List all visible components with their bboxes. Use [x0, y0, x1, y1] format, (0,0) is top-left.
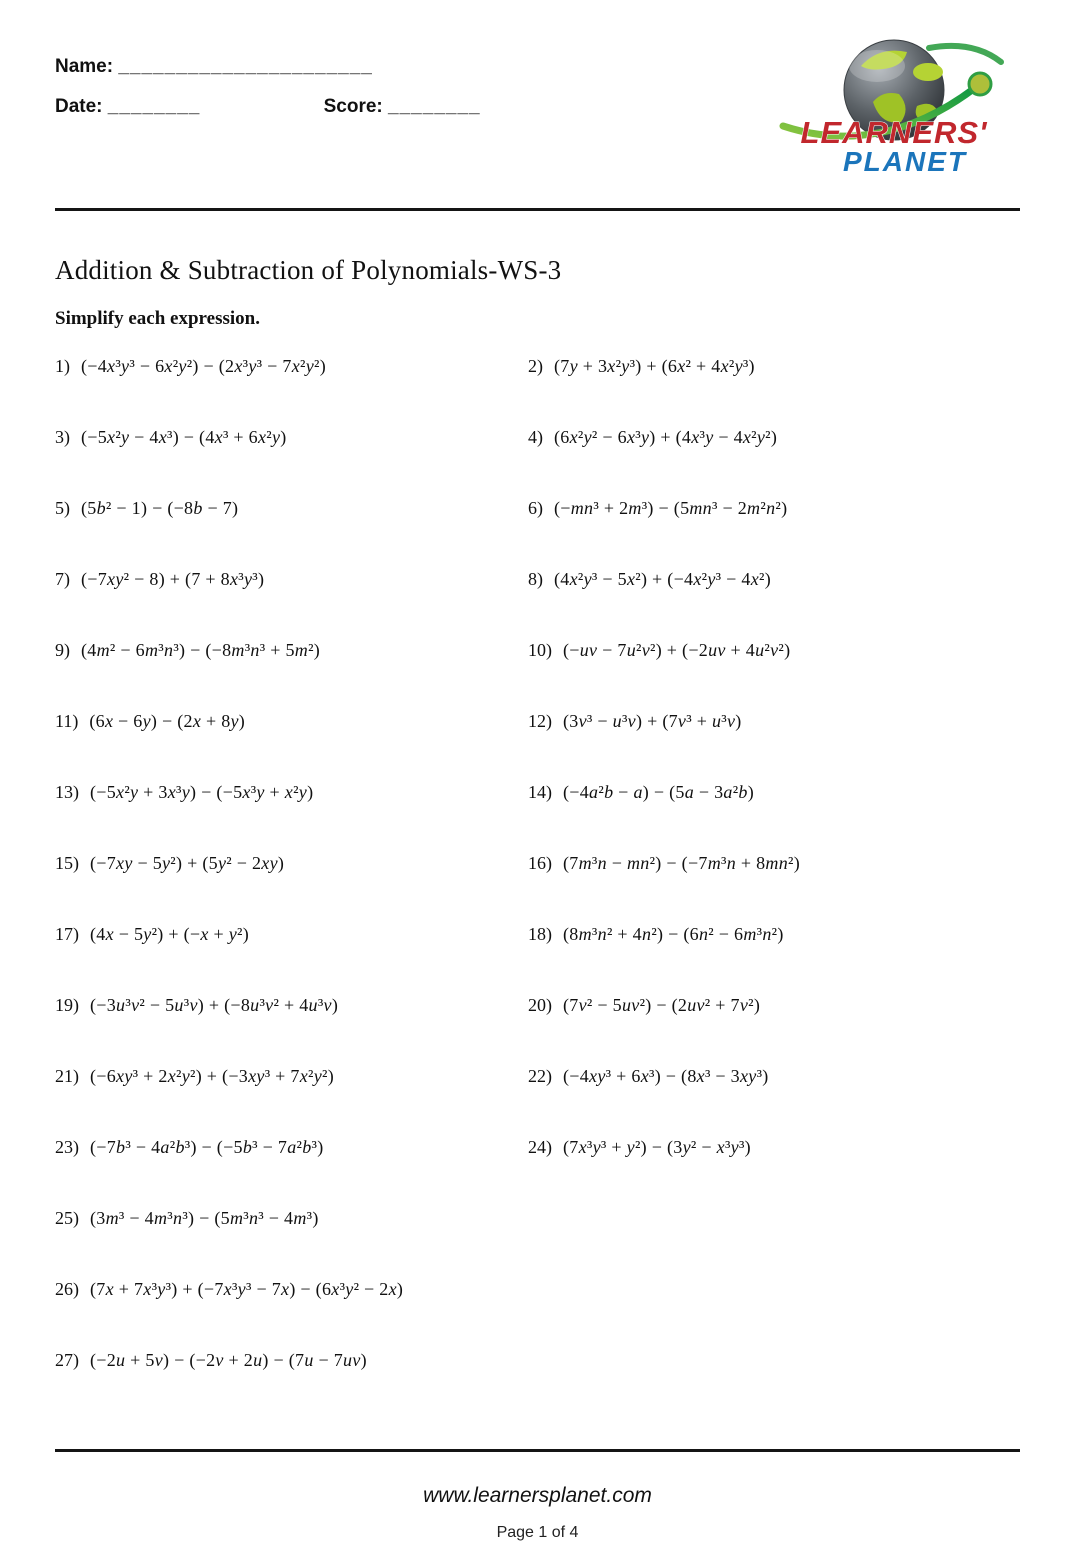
problem-expression: (−5x²y + 3x³y) − (−5x³y + x²y) [90, 782, 314, 802]
problem-item-10 [528, 640, 1020, 661]
problem-expression: (−4a²b − a) − (5a − 3a²b) [563, 782, 754, 802]
problem-expression: (7x³y³ + y²) − (3y² − x³y³) [563, 1137, 751, 1157]
problem-item-15 [55, 853, 528, 874]
problem-item-9 [55, 640, 528, 661]
problem-number: 16) [528, 853, 552, 873]
problem-number: 13) [55, 782, 79, 802]
problem-item-2 [528, 356, 1020, 377]
problem-item-5 [55, 498, 528, 519]
problem-item-1 [55, 356, 528, 377]
instruction-text: Simplify each expression. [55, 308, 260, 329]
name-blank: ______________________ [118, 56, 373, 77]
problem-number: 25) [55, 1208, 79, 1228]
problem-number: 17) [55, 924, 79, 944]
problem-expression: (−uv − 7u²v²) + (−2uv + 4u²v²) [563, 640, 791, 660]
header-divider [55, 208, 1020, 211]
learners-planet-logo [777, 28, 1012, 178]
problem-expression: (4x²y³ − 5x²) + (−4x²y³ − 4x²) [554, 569, 772, 589]
problem-expression: (4m² − 6m³n³) − (−8m³n³ + 5m²) [81, 640, 321, 660]
page-title: Addition & Subtraction of Polynomials-WS-3 [55, 255, 562, 285]
problem-expression: (3m³ − 4m³n³) − (5m³n³ − 4m³) [90, 1208, 319, 1228]
score-label: Score: [323, 96, 383, 117]
problem-expression: (−4x³y³ − 6x²y²) − (2x³y³ − 7x²y²) [81, 356, 326, 376]
problem-item-6 [528, 498, 1020, 519]
problem-expression: (−7xy − 5y²) + (5y² − 2xy) [90, 853, 285, 873]
problem-number: 24) [528, 1137, 552, 1157]
problem-number: 7) [55, 569, 70, 589]
footer-divider [55, 1449, 1020, 1452]
problem-number: 1) [55, 356, 70, 376]
problem-expression: (−7xy² − 8) + (7 + 8x³y³) [81, 569, 265, 589]
problem-expression: (7v² − 5uv²) − (2uv² + 7v²) [563, 995, 761, 1015]
problem-number: 12) [528, 711, 552, 731]
problem-item-19 [55, 995, 528, 1016]
problems-grid [55, 356, 1020, 1421]
score-blank: ________ [388, 96, 481, 117]
problem-number: 3) [55, 427, 70, 447]
problem-expression: (−mn³ + 2m³) − (5mn³ − 2m²n²) [554, 498, 788, 518]
problem-number: 23) [55, 1137, 79, 1157]
problem-item-11 [55, 711, 528, 732]
problem-item-8 [528, 569, 1020, 590]
problem-number: 21) [55, 1066, 79, 1086]
problem-item-3 [55, 427, 528, 448]
problem-expression: (6x − 6y) − (2x + 8y) [89, 711, 246, 731]
logo-text-learners: LEARNERS' [800, 115, 988, 150]
page-footer [55, 1484, 1020, 1542]
problem-item-26 [55, 1279, 1020, 1300]
problem-number: 9) [55, 640, 70, 660]
problem-number: 19) [55, 995, 79, 1015]
satellite-icon [969, 73, 991, 95]
problem-number: 27) [55, 1350, 79, 1370]
problem-expression: (6x²y² − 6x³y) + (4x³y − 4x²y²) [554, 427, 778, 447]
page-header [55, 52, 1020, 177]
problem-number: 5) [55, 498, 70, 518]
problem-item-4 [528, 427, 1020, 448]
problem-number: 10) [528, 640, 552, 660]
problem-expression: (−2u + 5v) − (−2v + 2u) − (7u − 7uv) [90, 1350, 367, 1370]
problem-item-24 [528, 1137, 1020, 1158]
problem-expression: (7y + 3x²y³) + (6x² + 4x²y³) [554, 356, 755, 376]
problem-number: 15) [55, 853, 79, 873]
problem-item-25 [55, 1208, 1020, 1229]
problem-expression: (7m³n − mn²) − (−7m³n + 8mn²) [563, 853, 800, 873]
problem-expression: (5b² − 1) − (−8b − 7) [81, 498, 239, 518]
problem-item-12 [528, 711, 1020, 732]
problem-item-7 [55, 569, 528, 590]
problem-number: 2) [528, 356, 543, 376]
problem-number: 14) [528, 782, 552, 802]
problem-expression: (4x − 5y²) + (−x + y²) [90, 924, 250, 944]
problem-expression: (−3u³v² − 5u³v) + (−8u³v² + 4u³v) [90, 995, 339, 1015]
problem-expression: (−5x²y − 4x³) − (4x³ + 6x²y) [81, 427, 287, 447]
problem-number: 18) [528, 924, 552, 944]
problem-number: 22) [528, 1066, 552, 1086]
problem-item-16 [528, 853, 1020, 874]
date-blank: ________ [107, 96, 201, 117]
problem-item-23 [55, 1137, 528, 1158]
name-label: Name: [55, 56, 114, 77]
problem-expression: (3v³ − u³v) + (7v³ + u³v) [563, 711, 742, 731]
problem-expression: (−7b³ − 4a²b³) − (−5b³ − 7a²b³) [90, 1137, 324, 1157]
problem-expression: (−6xy³ + 2x²y²) + (−3xy³ + 7x²y²) [90, 1066, 335, 1086]
problem-expression: (7x + 7x³y³) + (−7x³y³ − 7x) − (6x³y² − 2x) [90, 1279, 404, 1299]
problem-item-18 [528, 924, 1020, 945]
problem-expression: (8m³n² + 4n²) − (6n² − 6m³n²) [563, 924, 784, 944]
problem-expression: (−4xy³ + 6x³) − (8x³ − 3xy³) [563, 1066, 769, 1086]
problem-item-22 [528, 1066, 1020, 1087]
problem-number: 8) [528, 569, 543, 589]
problem-item-27 [55, 1350, 1020, 1371]
problem-number: 11) [55, 711, 79, 731]
problem-number: 20) [528, 995, 552, 1015]
logo-text-planet: PLANET [843, 146, 967, 177]
problem-item-17 [55, 924, 528, 945]
footer-page-number: Page 1 of 4 [496, 1524, 579, 1541]
problem-item-21 [55, 1066, 528, 1087]
problem-number: 6) [528, 498, 543, 518]
problem-item-13 [55, 782, 528, 803]
problem-item-20 [528, 995, 1020, 1016]
globe-logo-icon [777, 28, 1012, 178]
problem-item-14 [528, 782, 1020, 803]
problem-number: 26) [55, 1279, 79, 1299]
problem-number: 4) [528, 427, 543, 447]
footer-website: www.learnersplanet.com [423, 1484, 652, 1507]
date-label: Date: [55, 96, 103, 117]
